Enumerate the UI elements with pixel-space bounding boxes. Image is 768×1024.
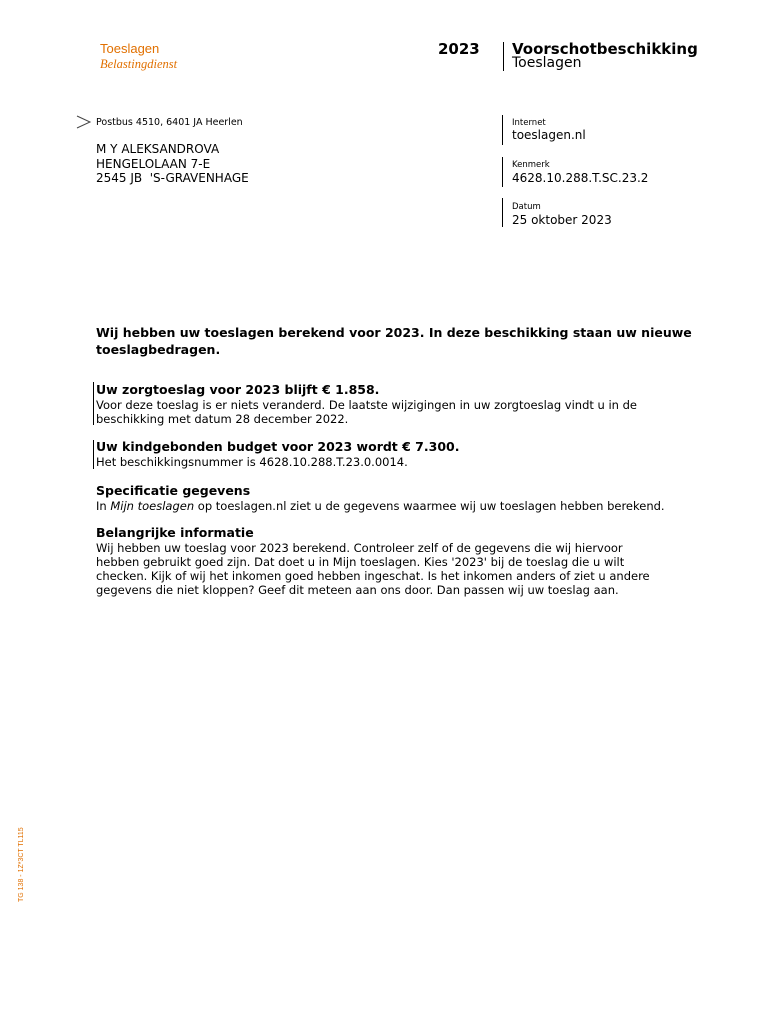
- datum-value: 25 oktober 2023: [512, 213, 612, 227]
- logo-belastingdienst: Belastingdienst: [100, 57, 178, 71]
- mijn-toeslagen-text: Mijn toeslagen: [110, 499, 195, 513]
- belangrijk-heading: Belangrijke informatie: [96, 525, 254, 540]
- zorgtoeslag-marker: [93, 382, 94, 425]
- document-subtitle: Toeslagen: [512, 55, 582, 71]
- recipient-address: [96, 142, 249, 186]
- kindgebonden-text: Het beschikkingsnummer is 4628.10.288.T.23.0.0014.: [96, 455, 408, 469]
- specificatie-section: [96, 483, 696, 513]
- logo-toeslagen: Toeslagen: [100, 41, 160, 56]
- chevron-right-icon: [76, 114, 92, 134]
- document-title: Voorschotbeschikking: [512, 40, 698, 58]
- belangrijk-line2: hebben gebruikt goed zijn. Dat doet u in Mijn toeslagen. Kies '2023' bij de toeslag die u wilt: [96, 555, 625, 569]
- meta-divider-datum: [502, 198, 503, 227]
- belangrijk-line4: gegevens die niet kloppen? Geef dit meteen aan ons door. Dan passen wij uw toeslag aan.: [96, 583, 619, 597]
- zorgtoeslag-line2: beschikking met datum 28 december 2022.: [96, 412, 349, 426]
- kenmerk-label: Kenmerk: [512, 160, 550, 170]
- return-address: Postbus 4510, 6401 JA Heerlen: [96, 117, 243, 128]
- form-code: TG 138 - 1Z*3CT TL115: [18, 827, 25, 902]
- form-code-sidebar: [13, 808, 27, 902]
- intro-text: Wij hebben uw toeslagen berekend voor 2023. In deze beschikking staan uw nieuwe toeslagbedragen.: [96, 325, 692, 357]
- zorgtoeslag-section: [96, 382, 696, 426]
- header-divider: [503, 42, 504, 71]
- belangrijk-line1: Wij hebben uw toeslag voor 2023 berekend. Controleer zelf of de gegevens die wij hiervoor: [96, 541, 623, 555]
- belangrijk-section: [96, 525, 696, 597]
- recipient-street: HENGELOLAAN 7-E: [96, 156, 211, 171]
- zorgtoeslag-line1: Voor deze toeslag is er niets veranderd. De laatste wijzigingen in uw zorgtoeslag vindt u in de: [96, 398, 638, 412]
- datum-label: Datum: [512, 202, 541, 212]
- specificatie-heading: Specificatie gegevens: [96, 483, 251, 498]
- internet-label: Internet: [512, 118, 546, 128]
- specificatie-suffix: op toeslagen.nl ziet u de gegevens waarmee wij uw toeslagen hebben berekend.: [194, 499, 665, 513]
- meta-divider-kenmerk: [502, 157, 503, 187]
- specificatie-text: [96, 499, 696, 513]
- kindgebonden-heading: Uw kindgebonden budget voor 2023 wordt € 7.300.: [96, 439, 460, 454]
- kenmerk-value: 4628.10.288.T.SC.23.2: [512, 171, 649, 185]
- document-year: 2023: [438, 40, 480, 58]
- kindgebonden-marker: [93, 440, 94, 469]
- specificatie-prefix: In: [96, 499, 111, 513]
- zorgtoeslag-heading: Uw zorgtoeslag voor 2023 blijft € 1.858.: [96, 382, 380, 397]
- belangrijk-line3: checken. Kijk of wij het inkomen goed hebben ingeschat. Is het inkomen anders of ziet u andere: [96, 569, 650, 583]
- recipient-name: M Y ALEKSANDROVA: [96, 142, 220, 156]
- kindgebonden-section: [96, 439, 696, 469]
- recipient-city: 2545 JB 'S-GRAVENHAGE: [96, 171, 249, 185]
- meta-divider-internet: [502, 115, 503, 145]
- internet-value: toeslagen.nl: [512, 128, 586, 142]
